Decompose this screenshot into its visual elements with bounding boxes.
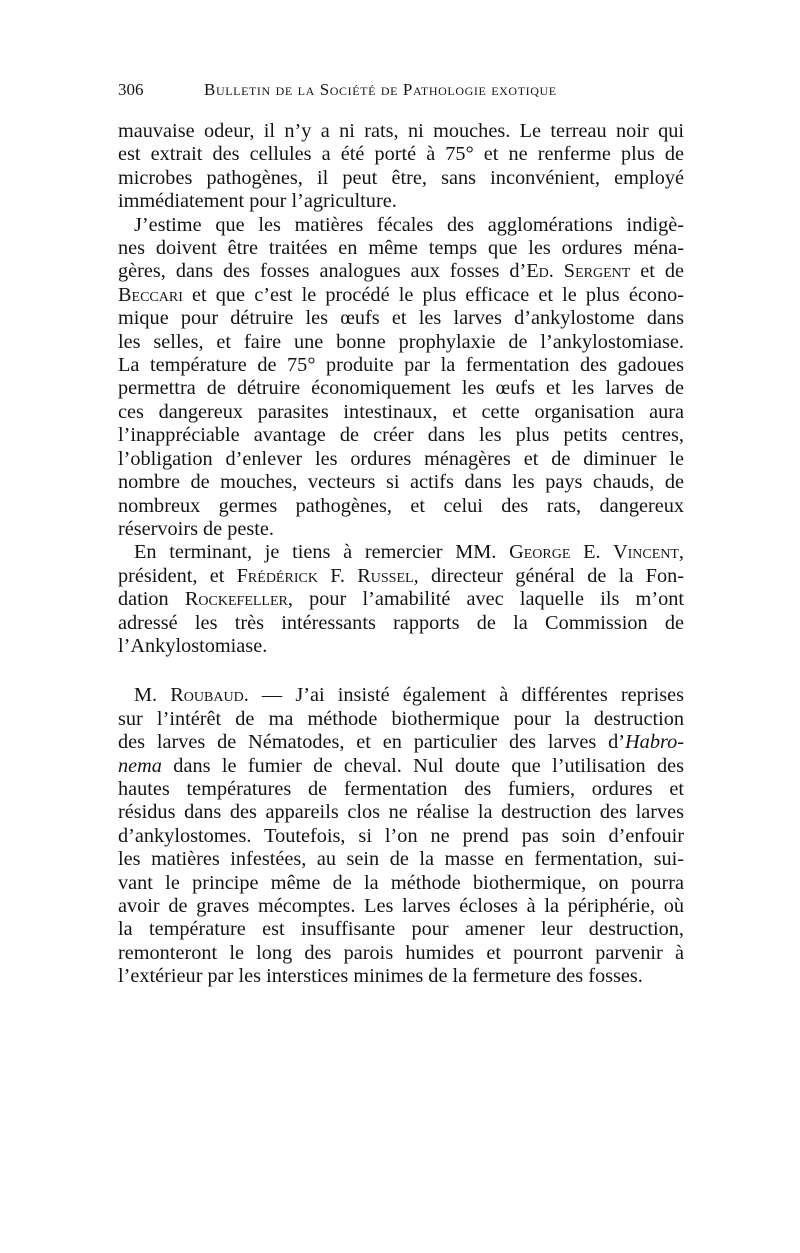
text-line: la température est insuffisante pour amener leur destruction,	[118, 918, 684, 941]
foundation-name: Rockefeller	[184, 588, 288, 611]
paragraph-estime	[118, 214, 684, 542]
text-segment: ,	[678, 541, 684, 564]
text-line	[118, 260, 684, 283]
text-line: l’Ankylostomiase.	[118, 634, 268, 657]
running-header	[118, 80, 684, 100]
text-segment: des larves de Nématodes, et en particulier des larves d’	[118, 731, 626, 754]
text-segment: dans le fumier de cheval. Nul doute que l’utilisation des	[161, 754, 684, 777]
paragraph-terminant	[118, 541, 684, 658]
text-segment: et de	[630, 260, 684, 283]
page-number: 306	[118, 80, 144, 99]
genus-name: Habro-	[625, 731, 684, 754]
text-segment: En terminant, je tiens à remercier MM.	[134, 541, 510, 564]
text-line: mauvaise odeur, il n’y a ni rats, ni mouches. Le terreau noir qui	[118, 120, 684, 142]
text-line: est extrait des cellules a été porté à 75° et ne renferme plus de	[118, 143, 684, 166]
text-segment: , pour l’amabilité avec laquelle ils m’ont	[287, 588, 685, 611]
text-line: remonteront le long des parois humides et pourront parvenir à	[118, 941, 684, 964]
text-line: vant le principe même de la méthode biothermique, on pourra	[118, 871, 684, 894]
text-line: ces dangereux parasites intestinaux, et cette organisation aura	[118, 400, 684, 423]
running-title: Bulletin de la Société de Pathologie exotique	[204, 80, 557, 99]
text-segment: et que c’est le procédé le plus efficace et le plus écono-	[182, 283, 684, 306]
genus-name: nema	[118, 754, 162, 777]
text-line: d’ankylostomes. Toutefois, si l’on ne prend pas soin d’enfouir	[118, 824, 684, 847]
text-line: les matières infestées, au sein de la masse en fermentation, sui-	[118, 848, 684, 871]
text-segment: président, et	[118, 564, 237, 587]
text-line	[118, 541, 684, 564]
text-line	[118, 684, 684, 707]
text-line	[118, 731, 684, 754]
text-line: réservoirs de peste.	[118, 517, 274, 540]
text-segment: gères, dans des fosses analogues aux fosses d’	[118, 260, 527, 283]
paragraph-roubaud	[118, 684, 684, 988]
text-line: hautes températures de fermentation des fumiers, ordures et	[118, 777, 684, 800]
text-line: nes doivent être traitées en même temps que les ordures ména-	[118, 237, 684, 260]
text-segment: , directeur général de la Fon-	[413, 564, 684, 587]
author-name: Beccari	[118, 283, 183, 306]
text-line: nombre de mouches, vecteurs si actifs dans les pays chauds, de	[118, 471, 684, 494]
person-name: George E. Vincent	[509, 541, 679, 564]
text-line: J’estime que les matières fécales des agglomérations indigè-	[134, 213, 684, 236]
text-line: l’obligation d’enlever les ordures ménagères et de diminuer le	[118, 447, 684, 470]
speaker-name: Roubaud	[170, 684, 244, 707]
text-line: sur l’intérêt de ma méthode biothermique pour la destruction	[118, 707, 684, 730]
text-line: avoir de graves mécomptes. Les larves écloses à la périphérie, où	[118, 895, 684, 917]
text-line	[118, 588, 684, 611]
body-text	[118, 120, 684, 989]
paragraph-gap	[118, 658, 684, 684]
text-line: microbes pathogènes, il peut être, sans inconvénient, employé	[118, 166, 684, 189]
author-name: Ed. Sergent	[526, 260, 631, 283]
text-line	[118, 284, 684, 307]
text-line: les selles, et faire une bonne prophylaxie de l’ankylostomiase.	[118, 330, 684, 353]
text-line: l’inappréciable avantage de créer dans les plus petits centres,	[118, 424, 684, 447]
paragraph-continuation	[118, 120, 684, 214]
text-line: résidus dans des appareils clos ne réalise la destruction des larves	[118, 801, 684, 824]
text-line: nombreux germes pathogènes, et celui des rats, dangereux	[118, 494, 684, 517]
text-line: La température de 75° produite par la fermentation des gadoues	[118, 354, 684, 377]
text-line: mique pour détruire les œufs et les larves d’ankylostome dans	[118, 307, 684, 330]
text-line: l’extérieur par les interstices minimes de la fermeture des fosses.	[118, 965, 643, 988]
text-segment: . — J’ai insisté également à différentes reprises	[243, 684, 684, 707]
text-line	[118, 755, 684, 778]
text-segment: M.	[134, 684, 171, 707]
text-line	[118, 565, 684, 588]
text-line: adressé les très intéressants rapports de la Commission de	[118, 611, 684, 634]
text-line: immédiatement pour l’agriculture.	[118, 190, 397, 213]
person-name: Frédérick F. Russel	[236, 564, 414, 587]
text-line: permettra de détruire économiquement les œufs et les larves de	[118, 377, 684, 400]
text-segment: dation	[118, 588, 185, 611]
